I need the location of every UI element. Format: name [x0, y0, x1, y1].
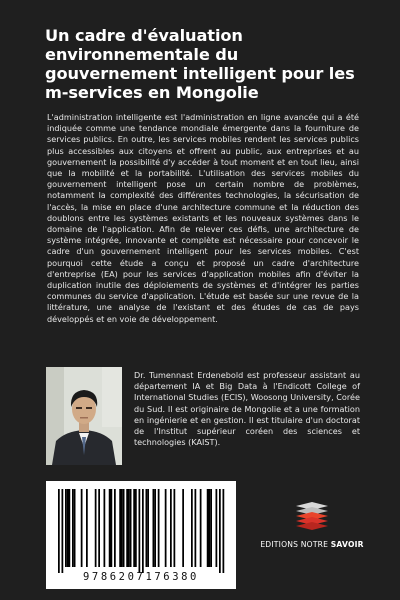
barcode-bar — [130, 489, 132, 567]
book-title: Un cadre d'évaluation environnementale du gouvernement intelligent pour les m-services en Mongolie — [45, 26, 355, 102]
barcode-bar — [209, 489, 211, 567]
barcode-bar — [81, 489, 83, 567]
barcode-bar — [147, 489, 149, 567]
barcode-bar — [146, 489, 148, 567]
barcode-bar — [69, 489, 71, 567]
barcode-bar — [200, 489, 202, 567]
publisher-prefix: EDITIONS NOTRE — [260, 540, 329, 549]
barcode-bar — [98, 489, 100, 567]
isbn-barcode — [46, 481, 236, 589]
barcode-bar — [67, 489, 69, 567]
barcode-bar — [153, 489, 155, 567]
barcode-bar — [123, 489, 125, 567]
barcode-bar — [86, 489, 88, 567]
barcode-bar — [62, 489, 64, 573]
barcode-bar — [65, 489, 67, 567]
barcode-bar — [165, 489, 167, 567]
barcode-bar — [114, 489, 116, 567]
barcode-bar — [135, 489, 137, 567]
publisher-suffix: SAVOIR — [330, 540, 364, 549]
barcode-bar — [139, 489, 141, 573]
barcode-bar — [74, 489, 76, 567]
barcode-bar — [126, 489, 128, 567]
publisher-name — [257, 540, 367, 549]
barcode-bar — [95, 489, 97, 567]
barcode-bar — [104, 489, 106, 567]
author-bio: Dr. Tumennast Erdenebold est professeur assistant au département IA et Big Data à l'Endicott College of International Studies (ECIS), Woosong University, Corée du Sud. Il est originaire de Mongolie et a une formation en ingénierie et en gestion. Il est titulaire d'un doctorat de l'Institut supérieur coréen des sciences et technologies (KAIST). — [134, 370, 360, 448]
barcode-bar — [128, 489, 130, 567]
author-photo — [46, 367, 122, 465]
barcode-bar — [119, 489, 121, 567]
barcode-bar — [182, 489, 184, 567]
barcode-bar — [223, 489, 225, 573]
barcode-bar — [154, 489, 156, 567]
barcode-bar — [170, 489, 172, 567]
barcode-bar — [191, 489, 193, 567]
barcode-bar — [58, 489, 60, 573]
barcode-bar — [216, 489, 218, 567]
barcode-bar — [142, 489, 144, 573]
barcode-bar — [195, 489, 197, 567]
barcode-bar — [207, 489, 209, 567]
barcode-bar — [111, 489, 113, 567]
author-portrait-image — [46, 367, 122, 465]
book-summary: L'administration intelligente est l'administration en ligne avancée qui a été indiquée comme une tendance mondiale émergente dans la fourniture de services publics. En outre, les services mobiles rendent les services publics plus accessibles aux citoyens et offrent au public, aux entreprises et au gouvernement la possibilité d'y accéder à tout moment et en tout lieu, ainsi que la mobilité et la portabilité. L'utilisation des services mobiles du gouvernement intelligent pose un certain nombre de problèmes, notamment la complexité des différentes technologies, la sécurisation de l'accès, la mise en place d'une architecture commune et la réduction des doublons entre les systèmes existants et les nouveaux systèmes dans le domaine de l'application. Afin de relever ces défis, une architecture de système intégrée, innovante et complète est nécessaire pour concevoir le cadre d'un gouvernement intelligent pour les services mobiles. C'est pourquoi cette étude a conçu et proposé un cadre d'architecture d'entreprise (EA) pour les services d'application mobiles afin d'éviter la duplication inutile des déploiements de systèmes et d'intégrer les parties communes du service d'application. L'étude est basée sur une revue de la littérature, une analyse de l'existant et des études de cas de pays développés et en voie de développement. — [47, 112, 359, 324]
barcode-bar — [158, 489, 160, 567]
barcode-bar — [109, 489, 111, 567]
barcode-bar — [174, 489, 176, 567]
barcode-bar — [133, 489, 135, 567]
barcode-bar — [219, 489, 221, 573]
isbn-number: 9786207176380 — [83, 571, 199, 583]
barcode-bar — [121, 489, 123, 567]
barcode-bar — [72, 489, 74, 567]
book-stack-icon — [292, 500, 332, 534]
publisher-logo — [257, 500, 367, 560]
barcode-bar — [210, 489, 212, 567]
